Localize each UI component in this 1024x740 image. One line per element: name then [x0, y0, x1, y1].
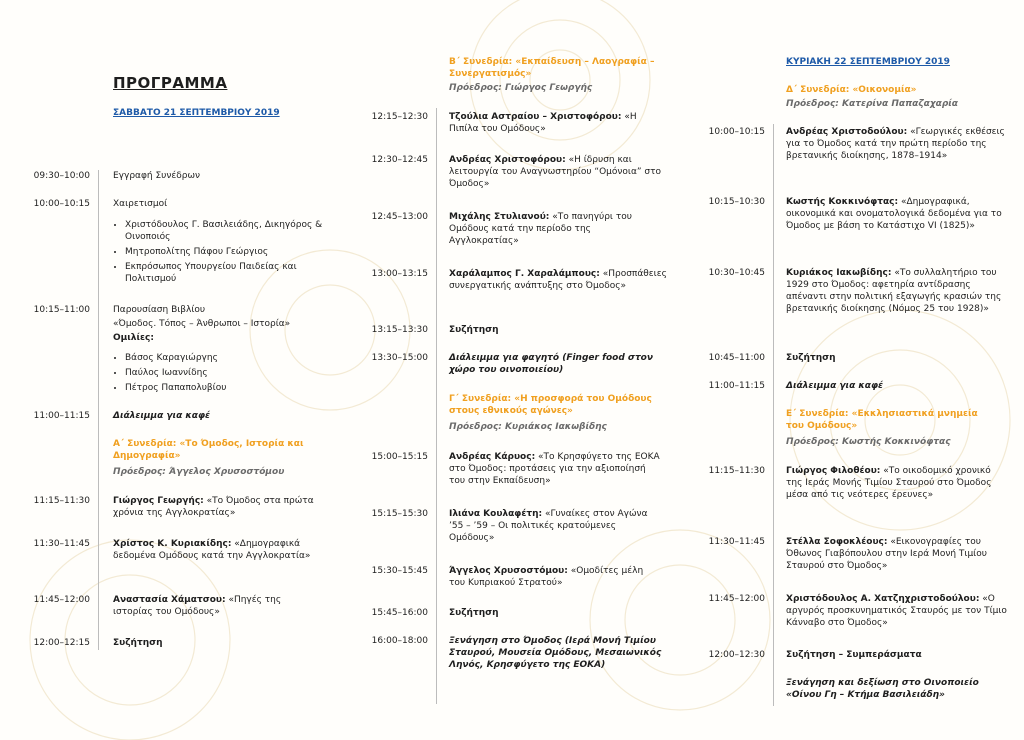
session-title: Ε΄ Συνεδρία: «Εκκλησιαστικά μνημεία του Ομόδους»: [786, 409, 978, 431]
speaker-name: Χριστόδουλος Α. Χατζηχριστοδούλου:: [786, 594, 980, 604]
discussion-item: Συζήτηση – Συμπεράσματα: [786, 650, 922, 660]
time-slot: 13:30–15:00: [371, 353, 428, 363]
time-slot: 15:45–16:00: [371, 608, 428, 618]
speaker-name: Τζούλια Αστραίου – Χριστοφόρου:: [449, 112, 622, 122]
time-slot: 12:15–12:30: [371, 112, 428, 122]
talk-topic: «Το συλλαλητήριο του 1929 στο Όμοδος: αφετηρία αντίδρασης απέναντι στην πολιτική εξαγωγής κρασιών της βρετανικής διοίκησης (Νόμος 25 του 1928)»: [786, 268, 1002, 314]
talk-topic: «Το πανηγύρι του Ομόδους κατά την περίοδο της Αγγλοκρατίας»: [449, 212, 632, 246]
discussion-item: Συζήτηση: [113, 638, 163, 648]
time-slot: 12:45–13:00: [371, 212, 428, 222]
speaker-name: Στέλλα Σοφοκλέους:: [786, 537, 888, 547]
talk-item: [449, 111, 654, 135]
talk-topic: «Ομοδίτες μέλη του Κυπριακού Στρατού»: [449, 566, 644, 588]
speaker-name: Ιλιάνα Κουλαφέτη:: [449, 509, 543, 519]
time-slot: 11:45–12:00: [33, 595, 90, 605]
talk-topic: «Προσπάθειες συνεργατικής ανάπτυξης στο Όμοδος»: [449, 269, 667, 291]
talk-item: [449, 565, 649, 589]
time-slot: 13:15–13:30: [371, 325, 428, 335]
time-slot: 10:30–10:45: [708, 268, 765, 278]
discussion-item: Συζήτηση: [449, 325, 499, 335]
talk-topic: «Η ίδρυση και λειτουργία του Αναγνωστηρίου “Ομόνοια” στο Όμοδος»: [449, 155, 662, 189]
time-slot: 10:15–10:30: [708, 197, 765, 207]
talk-item: [449, 154, 674, 190]
speakers-list: [113, 352, 335, 397]
list-item: • Πέτρος Παπαπολυβίου: [125, 382, 335, 394]
time-slot: 09:30–10:00: [33, 171, 90, 181]
time-slot: 11:00–11:15: [708, 381, 765, 391]
speaker-name: Χαράλαμπος Γ. Χαραλάμπους:: [449, 269, 600, 279]
time-slot: 11:15–11:30: [708, 466, 765, 476]
session-title: Γ΄ Συνεδρία: «Η προσφορά του Ομόδους στους εθνικούς αγώνες»: [449, 394, 652, 416]
speakers-label: Ομιλίες:: [113, 333, 154, 343]
tour-item: Ξενάγηση στο Όμοδος (Ιερά Μονή Τιμίου Σταυρού, Μουσεία Ομόδους, Μεσαιωνικός Ληνός, Κρησφύγετο της ΕΟΚΑ): [449, 636, 662, 670]
coffee-break: Διάλειμμα για καφέ: [113, 411, 211, 421]
talk-topic: «Το Όμοδος στα πρώτα χρόνια της Αγγλοκρατίας»: [113, 496, 314, 518]
talk-topic: «Γυναίκες στον Αγώνα ’55 – ’59 – Οι πολιτικές κρατούμενες Ομόδους»: [449, 509, 648, 543]
time-slot: 11:00–11:15: [33, 411, 90, 421]
greetings-list: [113, 219, 335, 288]
session-title: Α΄ Συνεδρία: «Το Όμοδος, Ιστορία και Δημογραφία»: [113, 439, 304, 461]
time-slot: 15:30–15:45: [371, 566, 428, 576]
day-heading-saturday: ΣΑΒΒΑΤΟ 21 ΣΕΠΤΕΜΒΡΙΟΥ 2019: [113, 108, 280, 118]
speaker-name: Άγγελος Χρυσοστόμου:: [449, 566, 568, 576]
page-title: ΠΡΟΓΡΑΜΜΑ: [113, 74, 228, 92]
talk-topic: «Δημογραφικά δεδομένα Ομόδους κατά την Αγγλοκρατία»: [113, 539, 311, 561]
timeline-divider-3: [773, 124, 774, 706]
talk-item: [449, 451, 664, 487]
time-slot: 10:00–10:15: [33, 199, 90, 209]
list-item: • Εκπρόσωπος Υπουργείου Παιδείας και Πολιτισμού: [125, 261, 335, 285]
time-slot: 12:00–12:15: [33, 638, 90, 648]
talk-item: [786, 126, 1011, 162]
schedule-item: Χαιρετισμοί: [113, 199, 168, 209]
time-slot: 10:45–11:00: [708, 353, 765, 363]
talk-topic: «Το Κρησφύγετο της ΕΟΚΑ στο Όμοδος: προτάσεις για την αξιοποίησή του στην Εκπαίδευση»: [449, 452, 660, 486]
discussion-item: Συζήτηση: [449, 608, 499, 618]
speaker-name: Ανδρέας Χριστοφόρου:: [449, 155, 566, 165]
day-heading-sunday: ΚΥΡΙΑΚΗ 22 ΣΕΠΤΕΜΒΡΙΟΥ 2019: [786, 57, 950, 67]
talk-topic: «Εικονογραφίες του Όθωνος Γιαβόπουλου στην Ιερά Μονή Τιμίου Σταυρού στο Όμοδος»: [786, 537, 987, 571]
talk-item: [786, 267, 1006, 315]
session-chair: Πρόεδρος: Κωστής Κοκκινόφτας: [786, 437, 951, 447]
session-chair: Πρόεδρος: Γιώργος Γεωργής: [449, 83, 593, 93]
time-slot: 16:00–18:00: [371, 636, 428, 646]
time-slot: 15:00–15:15: [371, 452, 428, 462]
timeline-divider-1: [98, 170, 99, 650]
time-slot: 11:30–11:45: [708, 537, 765, 547]
time-slot: 10:00–10:15: [708, 127, 765, 137]
talk-topic: «Δημογραφικά, οικονομικά και ονοματολογικά δεδομένα για το Όμοδος με βάση το Κατάστιχο VI (1825)»: [786, 197, 1002, 231]
time-slot: 12:00–12:30: [708, 650, 765, 660]
coffee-break: Διάλειμμα για καφέ: [786, 381, 884, 391]
discussion-item: Συζήτηση: [786, 353, 836, 363]
speaker-name: Χρίστος Κ. Κυριακίδης:: [113, 539, 232, 549]
talk-item: [449, 508, 664, 544]
talk-topic: «Ο αργυρός προσκυνηματικός Σταυρός με τον Τίμιο Κάνναβο στο Όμοδος»: [786, 594, 1007, 628]
list-item: • Μητροπολίτης Πάφου Γεώργιος: [125, 246, 335, 258]
session-title: Δ΄ Συνεδρία: «Οικονομία»: [786, 85, 917, 95]
talk-item: [449, 268, 669, 292]
talk-item: [786, 465, 1006, 501]
session-chair: Πρόεδρος: Άγγελος Χρυσοστόμου: [113, 467, 285, 477]
speaker-name: Γιώργος Γεωργής:: [113, 496, 204, 506]
talk-topic: «Το οικοδομικό χρονικό της Ιεράς Μονής Τιμίου Σταυρού στο Όμοδος μέσα από τις νεότερες έρευνες»: [786, 466, 992, 500]
list-item: • Βάσος Καραγιώργης: [125, 352, 335, 364]
time-slot: 11:15–11:30: [33, 496, 90, 506]
talk-topic: «Πηγές της ιστορίας του Ομόδους»: [113, 595, 282, 617]
session-chair: Πρόεδρος: Κυριάκος Ιακωβίδης: [449, 422, 607, 432]
session-title: Β΄ Συνεδρία: «Εκπαίδευση – Λαογραφία – Συνεργατισμός»: [449, 57, 655, 79]
timeline-divider-2: [436, 108, 437, 704]
speaker-name: Κωστής Κοκκινόφτας:: [786, 197, 899, 207]
speaker-name: Ανδρέας Κάρυος:: [449, 452, 536, 462]
speaker-name: Μιχάλης Στυλιανού:: [449, 212, 550, 222]
reception-item: Ξενάγηση και δεξίωση στο Οινοποιείο «Οίνου Γη – Κτήμα Βασιλειάδη»: [786, 678, 979, 700]
time-slot: 12:30–12:45: [371, 155, 428, 165]
session-chair: Πρόεδρος: Κατερίνα Παπαζαχαρία: [786, 99, 958, 109]
talk-item: [113, 495, 338, 519]
time-slot: 10:15–11:00: [33, 305, 90, 315]
book-title: «Όμοδος. Τόπος – Άνθρωποι – Ιστορία»: [113, 319, 291, 329]
schedule-item: Εγγραφή Συνέδρων: [113, 171, 201, 181]
talk-topic: «Γεωργικές εκθέσεις για το Όμοδος κατά την πρώτη περίοδο της βρετανικής διοίκησης, 1878–1914»: [786, 127, 1005, 161]
talk-item: [113, 594, 313, 618]
lunch-break: Διάλειμμα για φαγητό (Finger food στον χώρο του οινοποιείου): [449, 353, 653, 375]
schedule-item: Παρουσίαση Βιβλίου: [113, 305, 206, 315]
list-item: • Χριστόδουλος Γ. Βασιλειάδης, Δικηγόρος & Οινοποιός: [125, 219, 335, 243]
time-slot: 11:30–11:45: [33, 539, 90, 549]
talk-topic: «Η Πιπίλα του Ομόδους»: [449, 112, 637, 134]
speaker-name: Γιώργος Φιλοθέου:: [786, 466, 881, 476]
talk-item: [786, 196, 1011, 232]
speaker-name: Ανδρέας Χριστοδούλου:: [786, 127, 908, 137]
speaker-name: Αναστασία Χάματσου:: [113, 595, 226, 605]
talk-item: [786, 593, 1011, 629]
talk-item: [786, 536, 1011, 572]
time-slot: 15:15–15:30: [371, 509, 428, 519]
list-item: • Παύλος Ιωαννίδης: [125, 367, 335, 379]
talk-item: [113, 538, 328, 562]
talk-item: [449, 211, 654, 247]
speaker-name: Κυριάκος Ιακωβίδης:: [786, 268, 892, 278]
time-slot: 11:45–12:00: [708, 594, 765, 604]
time-slot: 13:00–13:15: [371, 269, 428, 279]
